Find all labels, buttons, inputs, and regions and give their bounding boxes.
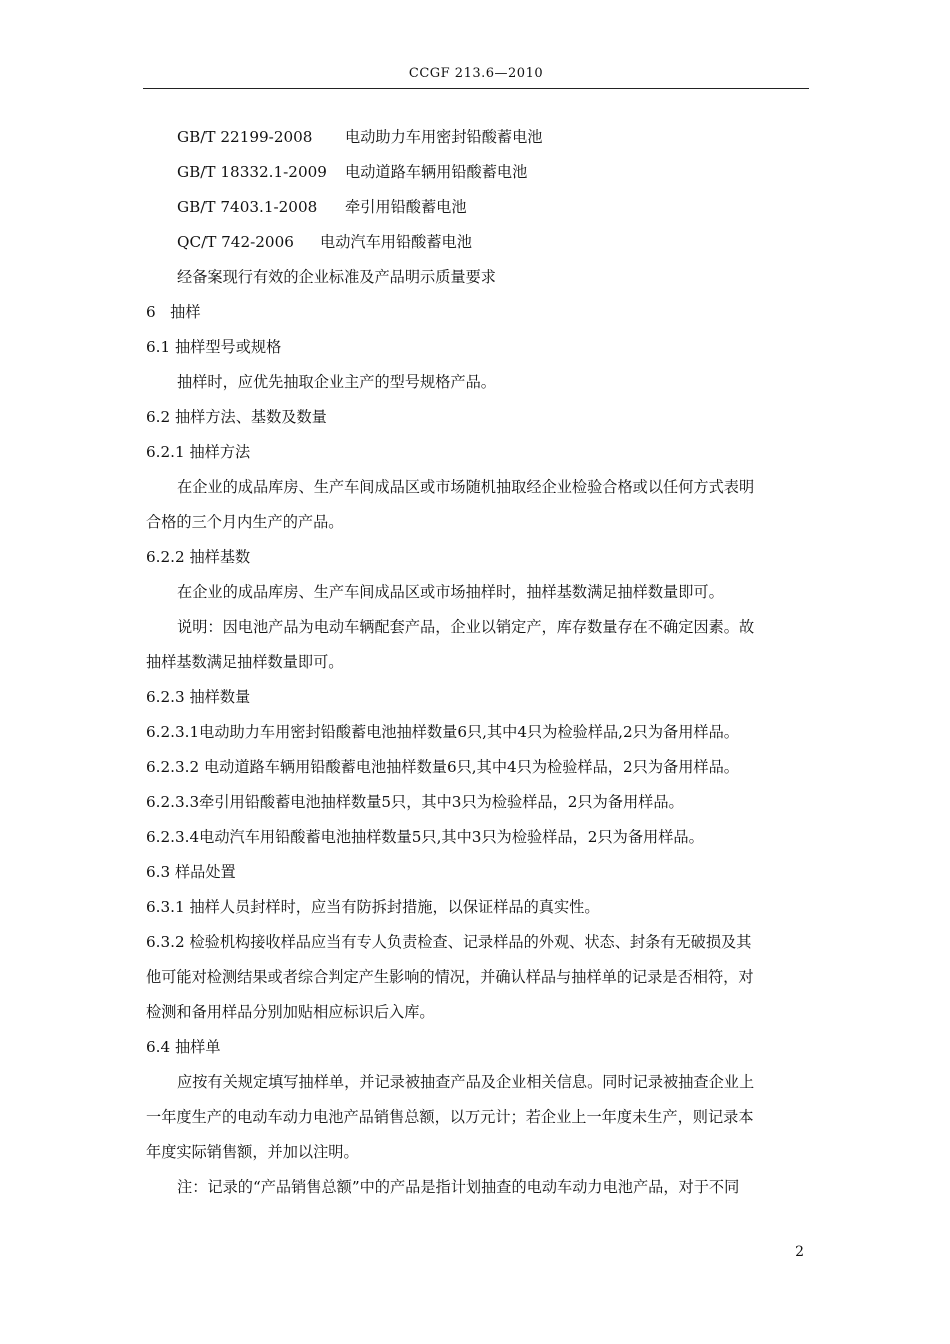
document-body	[146, 120, 808, 1205]
section-6-2-2-text: 在企业的成品库房、生产车间成品区或市场抽样时，抽样基数满足抽样数量即可。	[177, 583, 724, 601]
standard-title: 电动助力车用密封铅酸蓄电池	[345, 128, 543, 146]
section-6-2-3-heading: 6.2.3 抽样数量	[146, 688, 251, 706]
section-6-3-2-line2: 他可能对检测结果或者综合判定产生影响的情况，并确认样品与抽样单的记录是否相符，对	[146, 968, 754, 986]
standard-code: QC/T 742-2006	[177, 233, 294, 251]
section-6-3-2-line1: 6.3.2 检验机构接收样品应当有专人负责检查、记录样品的外观、状态、封条有无破损及其	[146, 933, 752, 951]
document-id-header: CCGF 213.6—2010	[408, 66, 544, 81]
section-6-4-line1: 应按有关规定填写抽样单，并记录被抽查产品及企业相关信息。同时记录被抽查企业上	[177, 1073, 755, 1091]
section-6-3-2-line3: 检测和备用样品分别加贴相应标识后入库。	[146, 1003, 435, 1021]
section-6-2-2-note-line2: 抽样基数满足抽样数量即可。	[146, 653, 344, 671]
standard-ref	[146, 190, 808, 225]
standard-code: GB/T 22199-2008	[177, 128, 313, 146]
section-6-2-1-heading: 6.2.1 抽样方法	[146, 443, 251, 461]
section-6-1-heading: 6.1 抽样型号或规格	[146, 338, 282, 356]
section-6-2-1-text-line2: 合格的三个月内生产的产品。	[146, 513, 344, 531]
section-6-2-2-note-line1: 说明：因电池产品为电动车辆配套产品，企业以销定产，库存数量存在不确定因素。故	[177, 618, 755, 636]
section-6-heading: 6 抽样	[146, 303, 201, 321]
section-6-2-heading: 6.2 抽样方法、基数及数量	[146, 408, 327, 426]
section-6-4-line2: 一年度生产的电动车动力电池产品销售总额，以万元计；若企业上一年度未生产，则记录本	[146, 1108, 754, 1126]
standard-title: 电动道路车辆用铅酸蓄电池	[345, 163, 528, 181]
standard-code: GB/T 7403.1-2008	[177, 198, 318, 216]
standard-ref	[146, 120, 808, 155]
standard-title: 电动汽车用铅酸蓄电池	[320, 233, 472, 251]
section-6-3-heading: 6.3 样品处置	[146, 863, 236, 881]
section-6-4-heading: 6.4 抽样单	[146, 1038, 221, 1056]
section-6-3-1-text: 6.3.1 抽样人员封样时，应当有防拆封措施，以保证样品的真实性。	[146, 898, 600, 916]
standard-ref	[146, 155, 808, 190]
sample-quantity-item: 6.2.3.3牵引用铅酸蓄电池抽样数量5只，其中3只为检验样品，2只为备用样品。	[146, 793, 684, 811]
standard-code: GB/T 18332.1-2009	[177, 163, 327, 181]
section-6-2-2-heading: 6.2.2 抽样基数	[146, 548, 251, 566]
sample-quantity-item: 6.2.3.4电动汽车用铅酸蓄电池抽样数量5只,其中3只为检验样品，2只为备用样品。	[146, 828, 704, 846]
section-6-1-text: 抽样时，应优先抽取企业主产的型号规格产品。	[177, 373, 496, 391]
section-6-4-line3: 年度实际销售额，并加以注明。	[146, 1143, 359, 1161]
standards-note: 经备案现行有效的企业标准及产品明示质量要求	[177, 268, 496, 286]
section-6-4-note: 注：记录的“产品销售总额”中的产品是指计划抽查的电动车动力电池产品，对于不同	[177, 1178, 740, 1196]
sample-quantity-item: 6.2.3.1电动助力车用密封铅酸蓄电池抽样数量6只,其中4只为检验样品,2只为备用样品。	[146, 723, 739, 741]
standard-ref	[146, 225, 808, 260]
page-number: 2	[795, 1244, 804, 1260]
section-6-2-1-text-line1: 在企业的成品库房、生产车间成品区或市场随机抽取经企业检验合格或以任何方式表明	[177, 478, 755, 496]
sample-quantity-item: 6.2.3.2 电动道路车辆用铅酸蓄电池抽样数量6只,其中4只为检验样品，2只为备用样品。	[146, 758, 739, 776]
header-rule	[143, 88, 809, 89]
standard-title: 牵引用铅酸蓄电池	[345, 198, 467, 216]
